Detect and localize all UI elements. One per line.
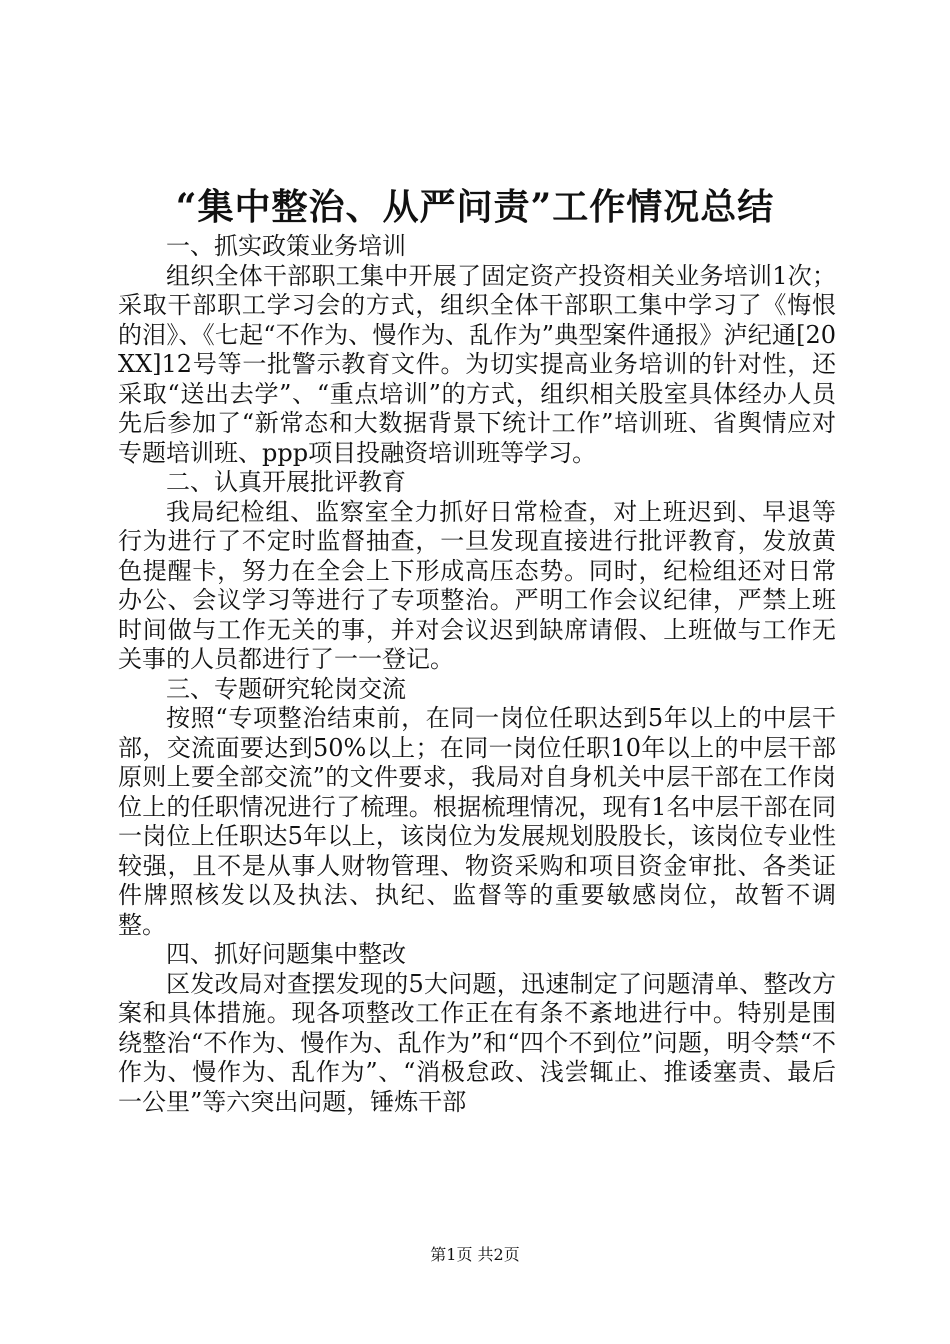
section-heading: 一、抓实政策业务培训 xyxy=(166,232,406,260)
section-paragraph: 按照“专项整治结束前，在同一岗位任职达到5年以上的中层干部，交流面要达到50%以上；在同一岗位任职10年以上的中层干部原则上要全部交流”的文件要求，我局对自身机关中层干部在工作岗位上的任职情况进行了梳理。根据梳理情况，现有1名中层干部在同一岗位上任职达5年以上，该岗位为发展规划股股长，该岗位专业性较强，且不是从事人财物管理、物资采购和项目资金审批、各类证件牌照核发以及执法、执纪、监督等的重要敏感岗位，故暂不调整。 xyxy=(118,704,836,939)
section-paragraph: 区发改局对查摆发现的5大问题，迅速制定了问题清单、整改方案和具体措施。现各项整改工作正在有条不紊地进行中。特别是围绕整治“不作为、慢作为、乱作为”和“四个不到位”问题，明令禁“不作为、慢作为、乱作为”、“消极怠政、浅尝辄止、推诿塞责、最后一公里”等六突出问题，锤炼干部 xyxy=(118,969,836,1116)
section-heading: 四、抓好问题集中整改 xyxy=(166,940,406,968)
page-number-footer: 第1页 共2页 xyxy=(430,1245,520,1264)
document-body xyxy=(118,232,836,1117)
section-heading: 二、认真开展批评教育 xyxy=(166,468,406,496)
document-title: “集中整治、从严问责”工作情况总结 xyxy=(175,186,775,228)
section-paragraph: 我局纪检组、监察室全力抓好日常检查，对上班迟到、早退等行为进行了不定时监督抽查，一旦发现直接进行批评教育，发放黄色提醒卡，努力在全会上下形成高压态势。同时，纪检组还对日常办公、会议学习等进行了专项整治。严明工作会议纪律，严禁上班时间做与工作无关的事，并对会议迟到缺席请假、上班做与工作无关事的人员都进行了一一登记。 xyxy=(118,497,836,673)
section-heading: 三、专题研究轮岗交流 xyxy=(166,674,406,703)
section-paragraph: 组织全体干部职工集中开展了固定资产投资相关业务培训1次；采取干部职工学习会的方式，组织全体干部职工集中学习了《悔恨的泪》、《七起“不作为、慢作为、乱作为”典型案件通报》泸纪通[20XX]12号等一批警示教育文件。为切实提高业务培训的针对性，还采取“送出去学”、“重点培训”的方式，组织相关股室具体经办人员先后参加了“新常态和大数据背景下统计工作”培训班、省舆情应对专题培训班、ppp项目投融资培训班等学习。 xyxy=(118,261,836,467)
